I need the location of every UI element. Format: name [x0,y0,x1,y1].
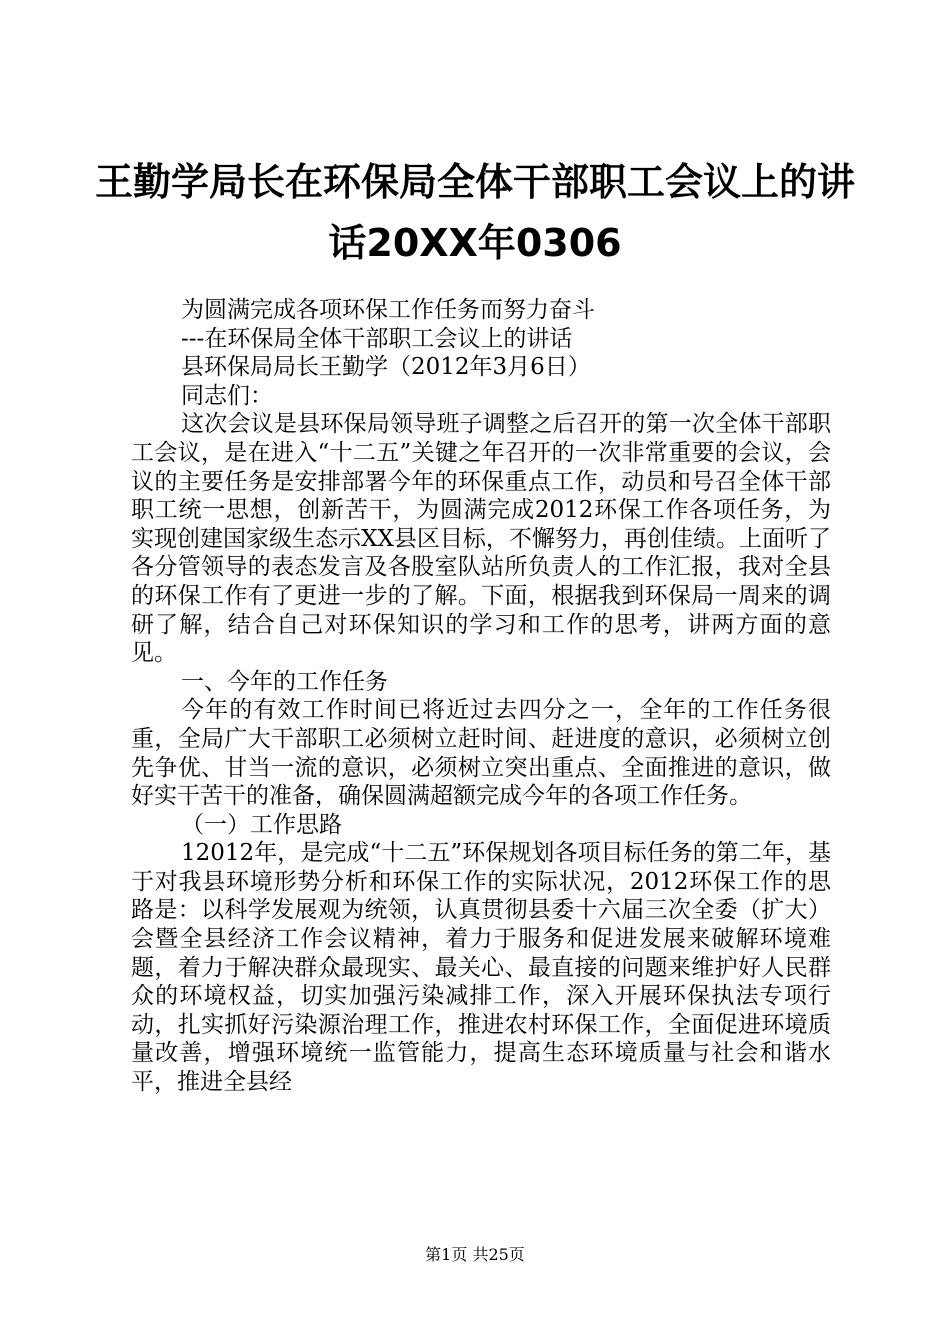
page-footer: 第1页 共25页 [425,1245,525,1264]
body-paragraph: 这次会议是县环保局领导班子调整之后召开的第一次全体干部职工会议，是在进入“十二五”关键之年召开的一次非常重要的会议，会议的主要任务是安排部署今年的环保重点工作，动员和号召全体干部职工统一思想，创新苦干，为圆满完成2012环保工作各项任务，为实现创建国家级生态示XX县区目标，不懈努力，再创佳绩。上面听了各分管领导的表态发言及各股室队站所负责人的工作汇报，我对全县的环保工作有了更进一步的了解。下面，根据我到环保局一周来的调研了解，结合自己对环保知识的学习和工作的思考，讲两方面的意见。 [131,411,831,667]
body-paragraph: 今年的有效工作时间已将近过去四分之一，全年的工作任务很重，全局广大干部职工必须树立赶时间、赶进度的意识，必须树立创先争优、甘当一流的意识，必须树立突出重点、全面推进的意识，做好实干苦干的准备，确保圆满超额完成今年的各项工作任务。 [131,697,831,810]
document-title-line-1: 王勤学局长在环保局全体干部职工会议上的讲 [94,160,855,204]
section-heading: 一、今年的工作任务 [181,668,388,695]
salutation: 同志们： [181,382,273,409]
body-paragraph: 12012年，是完成“十二五”环保规划各项目标任务的第二年，基于对我县环境形势分析和环保工作的实际状况，2012环保工作的思路是：以科学发展观为统领，认真贯彻县委十六届三次全委（扩大）会暨全县经济工作会议精神，着力于服务和促进发展来破解环境难题，着力于解决群众最现实、最关心、最直接的问题来维护好人民群众的环境权益，切实加强污染减排工作，深入开展环保执法专项行动，扎实抓好污染源治理工作，推进农村环保工作，全面促进环境质量改善，增强环境统一监管能力，提高生态环境质量与社会和谐水平，推进全县经 [131,840,831,1096]
subsection-heading: （一）工作思路 [181,811,342,838]
speech-heading: 为圆满完成各项环保工作任务而努力奋斗 [181,297,595,323]
speaker-line: 县环保局局长王勤学（2012年3月6日） [181,354,591,381]
document-title-line-2: 话20XX年0306 [328,221,622,265]
speech-subheading: ---在环保局全体干部职工会议上的讲话 [181,325,573,352]
document-body [131,296,831,1097]
